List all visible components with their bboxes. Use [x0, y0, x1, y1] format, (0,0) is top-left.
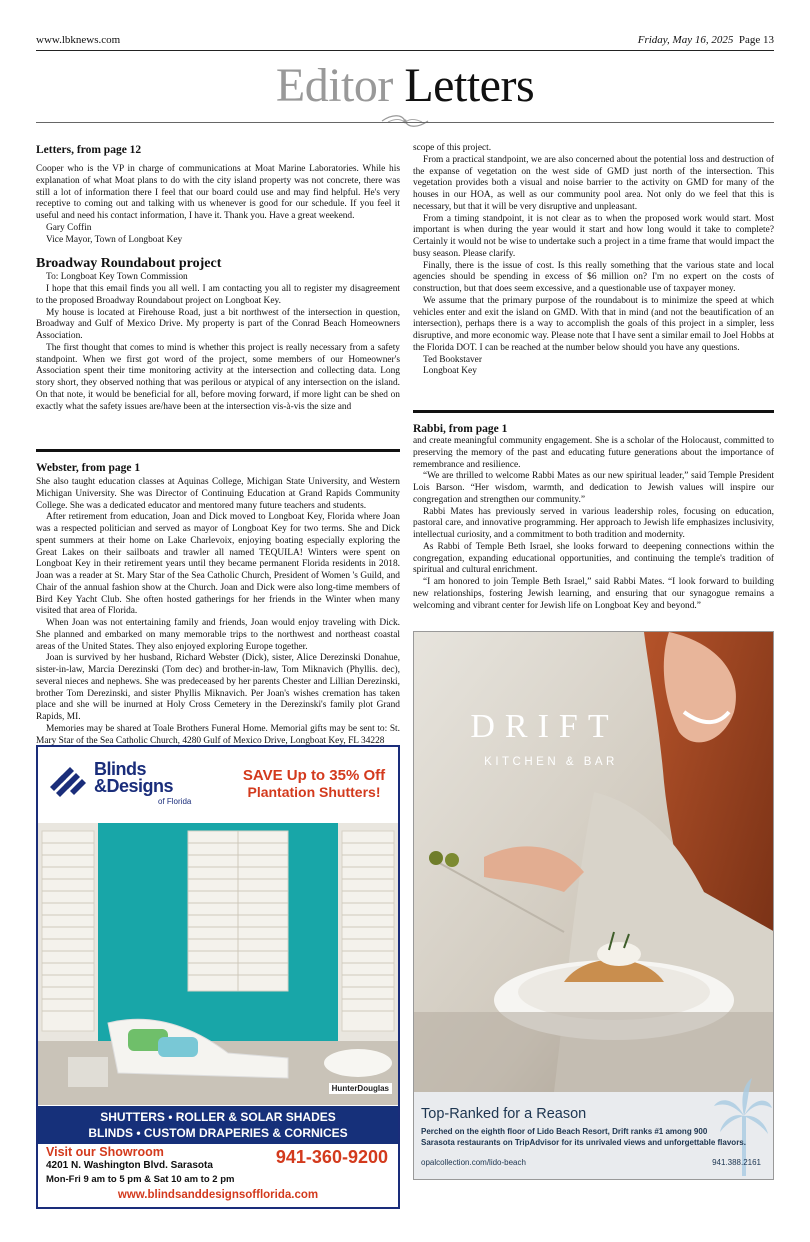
services-line2: BLINDS • CUSTOM DRAPERIES & CORNICES	[88, 1126, 348, 1140]
services-band	[38, 1106, 398, 1144]
showroom-address: 4201 N. Washington Blvd. Sarasota	[46, 1160, 213, 1171]
blinds-brand-line2: &Designs	[94, 776, 174, 796]
website-url[interactable]: www.lbknews.com	[36, 34, 121, 46]
blinds-promo-line2: Plantation Shutters!	[247, 784, 381, 800]
rabbi-paragraph: As Rabbi of Temple Beth Israel, she looks forward to deepening connections within the congregation, expanding educational opportunities, and continuing the temple's tradition of spiritual and cultural enrichment.	[413, 541, 774, 576]
blinds-logo-icon	[48, 761, 88, 801]
drift-logo-sub: KITCHEN & BAR	[484, 756, 618, 768]
page-header	[36, 34, 774, 50]
roundabout-continued-column	[413, 143, 774, 378]
blinds-phone[interactable]: 941-360-9200	[275, 1147, 388, 1167]
shutters-room-photo	[38, 823, 398, 1105]
dining-photo	[414, 632, 774, 1092]
drift-restaurant-ad[interactable]	[413, 631, 774, 1180]
roundabout-paragraph: From a timing standpoint, it is not clear as to when the proposed work would start. Most important is when during the year would it start and how long would it take to complete? Certainly it would not be wise to undertake such a project in a time frame that would impact the busy season. Please clarify.	[413, 213, 774, 259]
page-number: Page 13	[738, 34, 774, 46]
letters-signature-title: Vice Mayor, Town of Longboat Key	[46, 234, 183, 245]
webster-paragraph: When Joan was not entertaining family and friends, Joan would enjoy traveling with Dick. She planned and embarked on many memorable trips to the northwest and northeast coastal areas of the United States. They also enjoyed exploring Europe together.	[36, 618, 400, 652]
webster-paragraph: Memories may be shared at Toale Brothers Funeral Home. Memorial gifts may be sent to: St. Mary Star of the Sea Catholic Church, 4280 Gulf of Mexico Drive, Longboat Key, FL 34228	[36, 723, 400, 746]
letters-column	[36, 143, 400, 413]
masthead-dark-word: Letters	[404, 59, 535, 112]
showroom-hours: Mon-Fri 9 am to 5 pm & Sat 10 am to 2 pm	[46, 1174, 235, 1185]
drift-phone[interactable]: 941.388.2161	[712, 1158, 761, 1167]
roundabout-addressee: To: Longboat Key Town Commission	[46, 272, 188, 283]
letters-body: Cooper who is the VP in charge of communications at Moat Marine Laboratories. While his explanation of what Moat plans to do with the city island property was not concrete, there was still a lot of information there I feel that our board could use and may find helpful. He's very receptive to coming out and talking with us whenever is good for our schedule. If you feel it useful and need his contact information, I have it. Thank you. Have a great weekend.	[36, 164, 400, 221]
section-divider	[413, 410, 774, 413]
drift-description	[421, 1127, 771, 1148]
roundabout-paragraph: From a practical standpoint, we are also concerned about the potential loss and destruction of the expanse of vegetation on the west side of GMD just north of the intersection. This vegetation provides both a visual and noise barrier to the activity on GMD for many of the houses in our HOA, as well as our community pool area. Not only do we feel that this is necessary, but that it will be very disruptive and unpleasant.	[413, 154, 774, 212]
drift-website-link[interactable]: opalcollection.com/lido-beach	[421, 1158, 526, 1167]
drift-info-panel	[414, 1092, 774, 1180]
issue-date	[638, 34, 774, 46]
flourish-ornament-icon	[380, 112, 430, 130]
rabbi-paragraph: Rabbi Mates has previously served in various leadership roles, focusing on education, pastoral care, and innovative programming. Her approach to Jewish life emphasizes inclusivity, intellectual curiosity, and a commitment to both tradition and modernity.	[413, 506, 774, 540]
drift-logo-text: DRIFT	[470, 708, 619, 745]
rabbi-column	[413, 422, 774, 612]
roundabout-signature-name: Ted Bookstaver	[423, 354, 482, 365]
blinds-brand-line1: Blinds	[94, 759, 147, 779]
blinds-website-link[interactable]: www.blindsanddesignsofflorida.com	[117, 1189, 319, 1201]
roundabout-signature-place: Longboat Key	[423, 366, 477, 377]
section-divider	[36, 449, 400, 452]
rabbi-heading: Rabbi, from page 1	[413, 423, 508, 435]
visit-showroom: Visit our Showroom	[46, 1145, 164, 1159]
blinds-brand	[94, 761, 173, 795]
blinds-promo	[234, 767, 394, 801]
webster-column	[36, 461, 400, 747]
roundabout-paragraph: I hope that this email finds you all well. I am contacting you all to register my disagreement to the proposed Broadway Roundabout project on Longboat Key.	[36, 284, 400, 306]
webster-heading: Webster, from page 1	[36, 462, 141, 474]
drift-description-line1: Perched on the eighth floor of Lido Beach Resort, Drift ranks #1 among 900	[421, 1127, 708, 1136]
letters-signature-name: Gary Coffin	[46, 222, 92, 233]
header-rule	[36, 50, 774, 51]
roundabout-paragraph: scope of this project.	[413, 143, 492, 153]
masthead-rule	[36, 122, 774, 123]
roundabout-paragraph: Finally, there is the issue of cost. Is this really something that the various state and local agencies should be spending in excess of $6 million on? I'm no expert on the costs of construction, but that does seem excessive, and a questionable use of taxpayer money.	[413, 260, 774, 294]
drift-tagline: Top-Ranked for a Reason	[421, 1106, 587, 1122]
letters-heading: Letters, from page 12	[36, 144, 142, 156]
webster-paragraph: She also taught education classes at Aquinas College, Michigan State University, and Western Michigan University. She was Director of Continuing Education at Grand Rapids Community College. She was a dedicated educator and mentored many future teachers and students.	[36, 477, 400, 511]
services-line1: SHUTTERS • ROLLER & SOLAR SHADES	[100, 1110, 336, 1124]
rabbi-paragraph: and create meaningful community engagement. She is a scholar of the Holocaust, committed to preserving the memory of the past and educating future generations about the importance of remembrance and resilience.	[413, 436, 774, 470]
blinds-promo-line1: SAVE Up to 35% Off	[242, 767, 386, 784]
webster-paragraph: Joan is survived by her husband, Richard Webster (Dick), sister, Alice Derezinski Donahue, sister-in-law, Marcia Derezinski (Tom dec) and brother-in-law, Tom Miknavich (Phyllis. dec), several nieces and nephews. She was predeceased by her parents Chester and Lillian Derezinski, brother Tom Derezinski, and sister Phyllis Miknavich. Per Joan's wishes cremation has taken place and she will be inurned at Holy Cross Cemetery in the Derezinski's family plot Grand Rapids, MI.	[36, 653, 400, 722]
date-text: Friday, May 16, 2025	[637, 34, 734, 46]
rabbi-paragraph: “I am honored to join Temple Beth Israel,” said Rabbi Mates. “I look forward to building new relationships, fostering Jewish learning, and ensuring that our synagogue remains a welcoming and vibrant center for Jewish life on Longboat Key and beyond.”	[413, 577, 774, 611]
blinds-designs-ad[interactable]	[36, 745, 400, 1209]
blinds-brand-sub: of Florida	[158, 797, 192, 806]
rabbi-paragraph: “We are thrilled to welcome Rabbi Mates as our new spiritual leader,” said Temple President Lois Barson. “Her wisdom, warmth, and dedication to Jewish values will inspire our congregation and strengthen our community.”	[413, 471, 774, 505]
drift-description-line2: Sarasota restaurants on TripAdvisor for its unrivaled views and unforgettable flavors.	[421, 1137, 746, 1147]
roundabout-paragraph: We assume that the primary purpose of the roundabout is to minimize the speed at which vehicles enter and exit the island on GMD. With that in mind (and not the beautification of an intersection), perhaps there is a way to accomplish the goals of this project in a simpler, less disruptive, and more economic way. Please note that I have sent a similar email to Joel Hobbs at the Florida DOT. I can be reached at the number below should you have any questions.	[413, 295, 775, 353]
section-masthead	[0, 58, 810, 114]
roundabout-heading: Broadway Roundabout project	[36, 256, 222, 272]
masthead-light-word: Editor	[275, 59, 393, 112]
roundabout-paragraph: The first thought that comes to mind is whether this project is really necessary from a safety standpoint. When we first got word of the project, some members of our Homeowner's Association spent their time monitoring activity at the intersection and collecting data. Long story short, they observed nothing that was perilous or atypical of any intersection on the island. On that note, it would be beneficial for all, before moving forward, if more light can be shed on exactly what the safety issues are/have been at the intersection vis-à-vis the size and	[36, 342, 400, 412]
webster-paragraph: After retirement from education, Joan and Dick moved to Longboat Key, Florida where Joan was a respected politician and served as mayor of Longboat Key for two terms. She and Dick spent summers at their home on Lake Charlevoix, enjoying boating especially exploring the Great Lakes on their sailboats and trawler all named TEQUILA! Winters were spent on Longboat Key in their retirement years until they became permanent Florida residents in 2018. Joan was a reader at St. Mary Star of the Sea Catholic Church, President of Women 's Guild, and Chair of the annual fashion show at the Church. Joan and Dick were also long-time members of Bird Key Yacht Club. She often hosted gatherings for her friends in the Winter when many visited that area of Florida.	[36, 512, 400, 617]
hunter-douglas-badge: HunterDouglas	[329, 1083, 392, 1094]
roundabout-paragraph: My house is located at Firehouse Road, just a bit northwest of the intersection in question, Broadway and Gulf of Mexico Drive. My property is part of the Conrad Beach Homeowners Association.	[36, 307, 400, 341]
